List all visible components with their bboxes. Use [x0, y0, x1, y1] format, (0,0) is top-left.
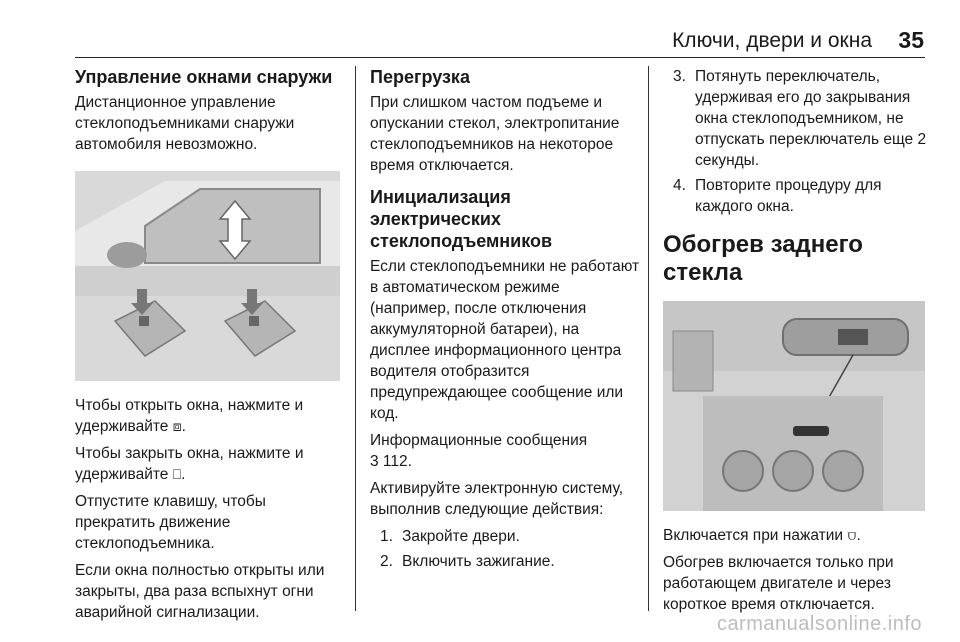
paragraph-close-windows: Чтобы закрыть окна, нажмите и удерживайте ⎕. — [75, 445, 304, 483]
list-item: 1. Закройте двери. — [380, 528, 520, 545]
column-divider-2 — [648, 66, 649, 611]
page-number: 35 — [898, 27, 924, 53]
heading-initialization: Инициализация электрических стеклоподъемников — [370, 187, 553, 251]
paragraph-release: Отпустите клавишу, чтобы прекратить движение стеклоподъемника. — [75, 493, 266, 552]
rear-defrost-figure — [663, 301, 925, 511]
paragraph-defrost-info: Обогрев включается только при работающем двигателе и через короткое время отключается. — [663, 554, 894, 613]
list-item: 4. Повторите процедуру для каждого окна. — [673, 177, 882, 215]
rear-defrost-symbol-icon: ⩌ — [847, 527, 857, 543]
watermark: carmanualsonline.info — [716, 613, 922, 635]
column-3 — [663, 66, 928, 621]
paragraph-intro: Дистанционное управление стеклоподъемниками снаружи автомобиля невозможно. — [75, 94, 295, 153]
window-remote-figure — [75, 171, 340, 381]
section-title: Ключи, двери и окна — [672, 29, 872, 52]
paragraph-activate: Активируйте электронную систему, выполнив следующие действия: — [370, 480, 624, 518]
heading-overload: Перегрузка — [370, 67, 470, 87]
column-divider-1 — [355, 66, 356, 611]
paragraph-overload: При слишком частом подъеме и опускании стекол, электропитание стеклоподъемников на некоторое время отключается. — [370, 94, 620, 174]
paragraph-initialization: Если стеклоподъемники не работают в автоматическом режиме (например, после отключения аккумуляторной батареи), на дисплее информационного центра водителя отобразится предупреждающее сообщение или код. — [370, 258, 640, 422]
page-header — [0, 0, 960, 55]
window-open-symbol-icon: ⧈ — [172, 418, 182, 434]
list-item: 3. Потянуть переключатель, удерживая его до закрывания окна стеклоподъемником, не отпускать переключатель еще 2 секунды. — [673, 68, 927, 169]
paragraph-info-messages: Информационные сообщения 3 112. — [370, 432, 588, 470]
page-reference-link[interactable]: 3 112. — [370, 453, 412, 470]
column-2 — [370, 66, 640, 578]
paragraph-defrost-activate: Включается при нажатии ⩌. — [663, 527, 861, 544]
heading-rear-defrost: Обогрев заднего стекла — [663, 231, 863, 286]
window-close-symbol-icon: ⎕ — [172, 466, 182, 482]
column-1 — [75, 66, 350, 629]
paragraph-open-windows: Чтобы открыть окна, нажмите и удерживайте ⧈. — [75, 397, 304, 435]
steps-list-2 — [663, 66, 928, 217]
paragraph-hazard: Если окна полностью открыты или закрыты, два раза вспыхнут огни аварийной сигнализации. — [75, 562, 325, 621]
heading-outside-window-control: Управление окнами снаружи — [75, 67, 333, 87]
header-divider — [75, 57, 925, 58]
steps-list-1 — [370, 526, 640, 572]
list-item: 2. Включить зажигание. — [380, 553, 555, 570]
